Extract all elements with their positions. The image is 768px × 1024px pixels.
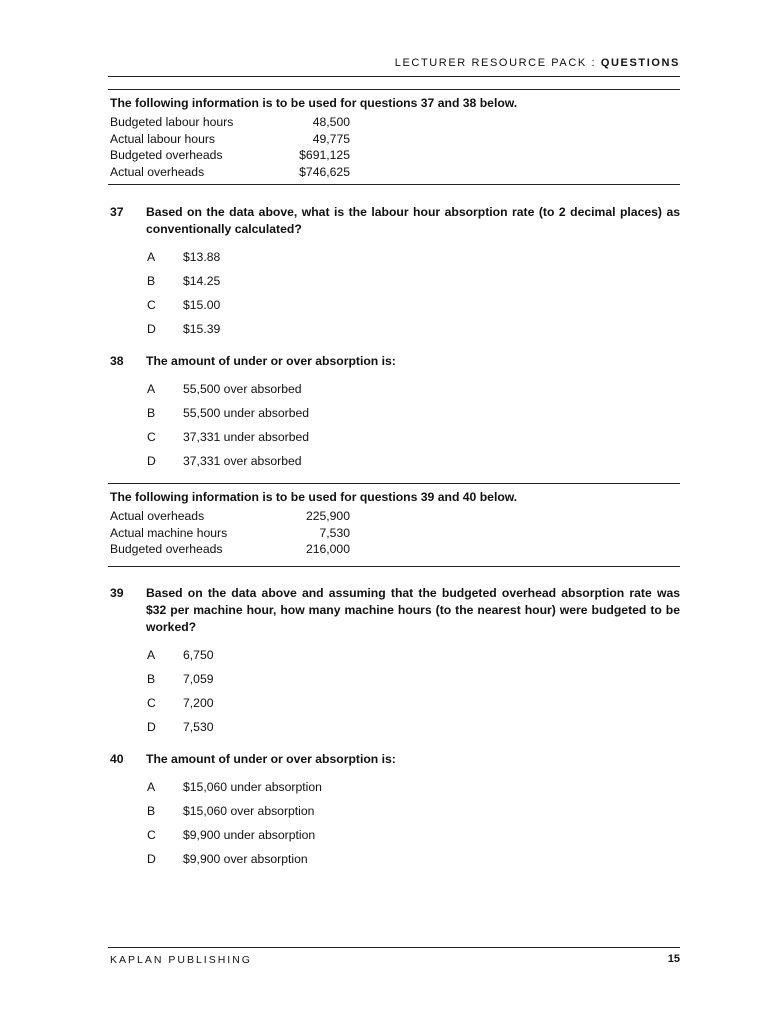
- footer-publisher: KAPLAN PUBLISHING: [110, 954, 252, 966]
- info-block-q39-40: [108, 489, 680, 558]
- question-stem: [108, 585, 680, 636]
- answer-option-c[interactable]: [108, 293, 680, 317]
- question-stem: [108, 751, 680, 768]
- option-letter: D: [147, 852, 156, 866]
- option-text: 7,059: [183, 672, 214, 686]
- answer-option-b[interactable]: [108, 401, 680, 425]
- option-text: $15,060 under absorption: [183, 780, 322, 794]
- option-text: 37,331 under absorbed: [183, 430, 310, 444]
- option-letter: C: [147, 696, 156, 710]
- question-number: 40: [110, 752, 124, 766]
- answer-options: [108, 643, 680, 739]
- question-stem: [108, 204, 680, 238]
- option-text: $14.25: [183, 274, 221, 288]
- option-letter: B: [147, 406, 156, 420]
- info-row-label: Actual machine hours: [110, 525, 228, 540]
- question-text: The amount of under or over absorption is:: [146, 354, 396, 368]
- info-row-value: 7,530: [319, 525, 350, 540]
- header-subsection: QUESTIONS: [600, 57, 680, 69]
- info-block-bottom-rule: [108, 566, 680, 567]
- info-row-label: Actual overheads: [110, 509, 205, 523]
- option-text: $15.00: [183, 298, 221, 312]
- option-text: $9,900 over absorption: [183, 852, 308, 866]
- option-text: 7,530: [183, 720, 214, 734]
- option-letter: D: [147, 720, 156, 734]
- question-40: [108, 751, 680, 871]
- option-text: $15,060 over absorption: [183, 804, 315, 818]
- answer-option-d[interactable]: [108, 715, 680, 739]
- answer-options: [108, 377, 680, 473]
- option-text: 55,500 over absorbed: [183, 382, 302, 396]
- info-block-top-rule: [108, 89, 680, 90]
- question-stem: [108, 353, 680, 370]
- answer-option-a[interactable]: [108, 643, 680, 667]
- answer-option-c[interactable]: [108, 691, 680, 715]
- answer-option-d[interactable]: [108, 847, 680, 871]
- option-letter: D: [147, 322, 156, 336]
- info-row-value: 216,000: [305, 542, 350, 556]
- option-text: $15.39: [183, 322, 221, 336]
- info-row-label: Budgeted overheads: [110, 148, 223, 162]
- option-text: 37,331 over absorbed: [183, 454, 302, 468]
- answer-option-b[interactable]: [108, 269, 680, 293]
- info-row-value: $691,125: [299, 148, 350, 162]
- info-row-value: $746,625: [299, 164, 350, 179]
- question-number: 37: [110, 205, 124, 219]
- option-letter: C: [147, 430, 156, 444]
- info-row: [108, 131, 680, 148]
- info-row: [108, 541, 680, 558]
- answer-option-c[interactable]: [108, 425, 680, 449]
- info-block-top-rule: [108, 483, 680, 484]
- answer-option-c[interactable]: [108, 823, 680, 847]
- answer-option-d[interactable]: [108, 449, 680, 473]
- info-row: [108, 508, 680, 525]
- question-text: The amount of under or over absorption is:: [146, 752, 396, 766]
- info-row-value: 49,775: [312, 131, 350, 146]
- info-row-label: Budgeted overheads: [110, 542, 223, 556]
- answer-option-a[interactable]: [108, 377, 680, 401]
- info-row-value: 225,900: [305, 509, 350, 523]
- option-letter: A: [147, 382, 156, 396]
- info-block-title: The following information is to be used for questions 39 and 40 below.: [110, 490, 518, 504]
- info-row: [108, 147, 680, 164]
- option-letter: A: [147, 648, 156, 662]
- question-39: [108, 585, 680, 739]
- question-number: 38: [110, 354, 124, 368]
- header-separator: :: [586, 57, 601, 69]
- answer-option-b[interactable]: [108, 667, 680, 691]
- footer-rule: [108, 947, 680, 948]
- answer-options: [108, 775, 680, 871]
- option-text: 55,500 under absorbed: [183, 406, 310, 420]
- option-letter: C: [147, 828, 156, 842]
- question-text: Based on the data above and assuming that the budgeted overhead absorption rate was $32 per machine hour, how many machine hours (to the nearest hour) were budgeted to be worked?: [146, 586, 680, 634]
- info-block-q37-38: [108, 95, 680, 180]
- option-letter: B: [147, 274, 156, 288]
- option-text: 7,200: [183, 696, 214, 710]
- option-letter: B: [147, 672, 156, 686]
- info-row: [108, 164, 680, 181]
- option-text: 6,750: [183, 648, 214, 662]
- option-text: $13.88: [183, 250, 221, 264]
- info-row-label: Actual overheads: [110, 164, 205, 179]
- option-letter: C: [147, 298, 156, 312]
- running-header: [108, 57, 680, 69]
- option-letter: A: [147, 780, 156, 794]
- option-letter: D: [147, 454, 156, 468]
- answer-options: [108, 245, 680, 341]
- info-row-label: Budgeted labour hours: [110, 115, 234, 129]
- info-row-value: 48,500: [312, 115, 350, 129]
- info-block-bottom-rule: [108, 184, 680, 185]
- question-text: Based on the data above, what is the labour hour absorption rate (to 2 decimal places) as conventionally calculated?: [146, 205, 680, 236]
- option-letter: B: [147, 804, 156, 818]
- header-section: LECTURER RESOURCE PACK: [394, 57, 587, 69]
- option-text: $9,900 under absorption: [183, 828, 316, 842]
- info-block-title: The following information is to be used for questions 37 and 38 below.: [110, 96, 518, 110]
- answer-option-a[interactable]: [108, 245, 680, 269]
- info-row: [108, 114, 680, 131]
- page-number: 15: [667, 953, 680, 965]
- info-row: [108, 525, 680, 542]
- answer-option-a[interactable]: [108, 775, 680, 799]
- question-38: [108, 353, 680, 473]
- answer-option-b[interactable]: [108, 799, 680, 823]
- question-37: [108, 204, 680, 341]
- option-letter: A: [147, 250, 156, 264]
- question-number: 39: [110, 586, 124, 600]
- header-rule: [108, 76, 680, 77]
- answer-option-d[interactable]: [108, 317, 680, 341]
- info-row-label: Actual labour hours: [110, 131, 216, 146]
